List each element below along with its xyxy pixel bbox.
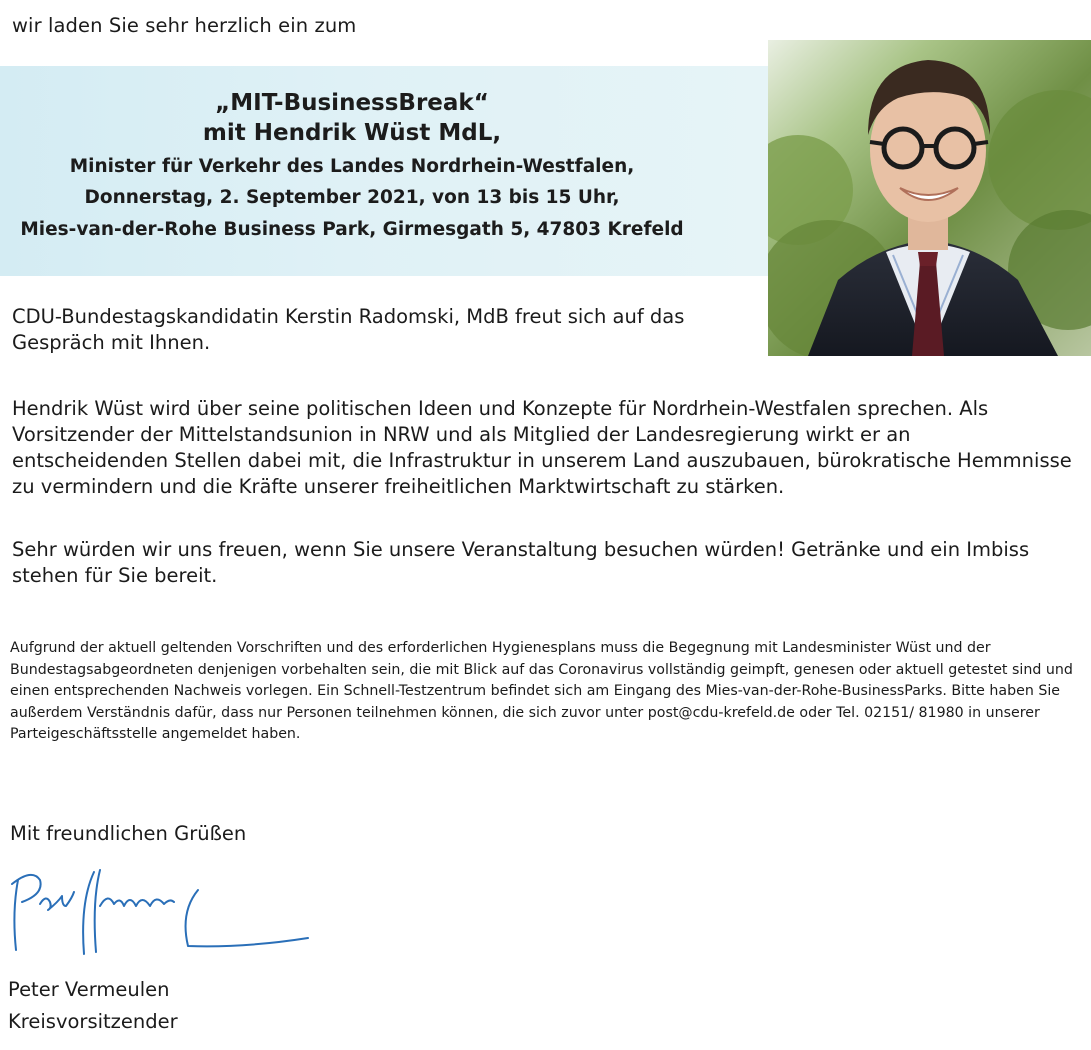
handwritten-signature-icon	[4, 862, 314, 962]
invitation-paragraph: Sehr würden wir uns freuen, wenn Sie unsere Veranstaltung besuchen würden! Getränke und ein Imbiss stehen für Sie bereit.	[12, 538, 1030, 587]
event-banner	[0, 68, 704, 246]
event-guest: mit Hendrik Wüst MdL,	[202, 120, 502, 146]
intro-line: wir laden Sie sehr herzlich ein zum	[12, 14, 357, 37]
signatory-role: Kreisvorsitzender	[8, 1010, 178, 1033]
intro-paragraph: CDU-Bundestagskandidatin Kerstin Radomski, MdB freut sich auf das Gespräch mit Ihnen.	[12, 305, 685, 354]
event-date: Donnerstag, 2. September 2021, von 13 bis 15 Uhr,	[84, 187, 620, 208]
event-title: „MIT-BusinessBreak“	[215, 90, 489, 116]
description-paragraph: Hendrik Wüst wird über seine politischen Ideen und Konzepte für Nordrhein-Westfalen sprechen. Als Vorsitzender der Mittelstandsunion in NRW und als Mitglied der Landesregierung wirkt er an entscheidenden Stellen dabei mit, die Infrastruktur in unserem Land auszubauen, bürokratische Hemmnisse zu vermindern und die Kräfte unserer freiheitlichen Marktwirtschaft zu stärken.	[12, 397, 1072, 498]
closing-greeting: Mit freundlichen Grüßen	[10, 822, 247, 845]
covid-notice: Aufgrund der aktuell geltenden Vorschriften und des erforderlichen Hygienesplans muss die Begegnung mit Landesminister Wüst und der Bundestagsabgeordneten denjenigen vorbehalten sein, die mit Blick auf das Coronavirus vollständig geimpft, genesen oder aktuell getestet sind und einen entsprechenden Nachweis vorlegen. Ein Schnell-Testzentrum befindet sich am Eingang des Mies-van-der-Rohe-BusinessParks. Bitte haben Sie außerdem Verständnis dafür, dass nur Personen teilnehmen können, die sich zuvor unter post@cdu-krefeld.de oder Tel. 02151/ 81980 in unserer Parteigeschäftsstelle angemeldet haben.	[10, 640, 1073, 743]
signatory-name: Peter Vermeulen	[8, 978, 170, 1001]
portrait-photo-icon	[768, 40, 1091, 356]
event-location: Mies-van-der-Rohe Business Park, Girmesgath 5, 47803 Krefeld	[20, 219, 684, 240]
guest-role: Minister für Verkehr des Landes Nordrhein-Westfalen,	[69, 156, 635, 177]
